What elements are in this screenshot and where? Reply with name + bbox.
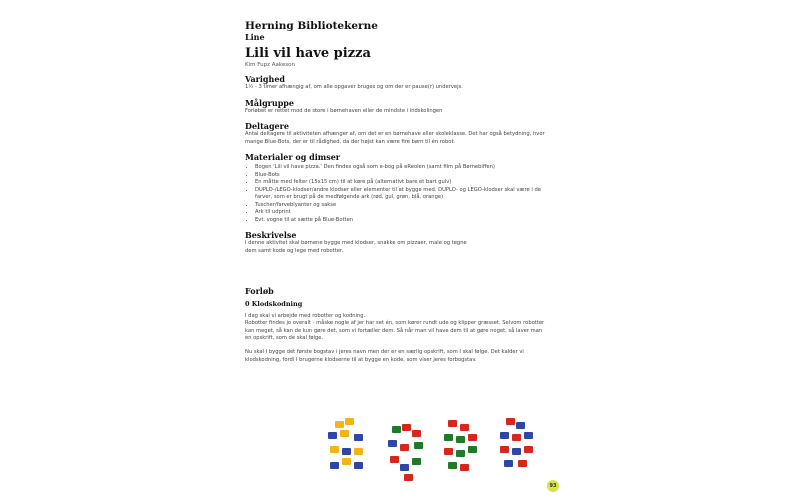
varighed-text: 1½ - 3 timer afhængig af, om alle opgaver bruges og om der er pause(r) undervejs.: [245, 84, 463, 90]
page-number: 93: [547, 480, 559, 492]
beskrivelse-text: I denne aktivitet skal børnene bygge med klodser, snakke om pizzaer, male og tegne dem samt kode og lege med robotter.: [245, 240, 467, 254]
varighed-heading: Varighed: [245, 74, 286, 84]
list-item: • Bogen 'Lili vil have pizza.' Den findes også som e-bog på eReolen (samt film på Børnebiffen): [255, 164, 545, 172]
beskrivelse-heading: Beskrivelse: [245, 230, 297, 241]
maalgruppe-text: Forløbet er rettet mod de store i børnehaven eller de mindste i indskolingen: [245, 107, 443, 114]
forloeb-p1: I dag skal vi arbejde med robotter og kodning.: [245, 312, 366, 319]
list-item: • DUPLO-/LEGO-klodser/andre klodser eller elementer til at bygge med. DUPLO- og LEGO-klodser skal være i de farver, som er brugt på de medfølgende ark (rød, gul, grøn, blå, orange): [255, 187, 545, 202]
forloeb-heading: Forløb: [245, 285, 274, 296]
forloeb-p2: Robotter findes jo overalt - måske nogle af jer har set én, som kører rundt ude og klipper græsset. Selvom robotter kan meget, så kan de kun gøre det, som vi fortæller dem. Så når man vil have dem til at gøre noget, så laver man en opskrift, som de skal følge.: [245, 320, 545, 342]
deltagere-heading: Deltagere: [245, 121, 289, 132]
brand-heading: Herning Bibliotekerne: [245, 20, 378, 32]
author: Kim Fupz Aakeson: [245, 62, 295, 68]
list-item: • En måtte med felter (15x15 cm) til at køre på (alternativt bare et bart gulv): [255, 179, 545, 187]
deltagere-text: Antal deltagere til aktiviteten afhænger af, om det er en børnehave eller skoleklasse. Det har også betydning, hvor mange Blue-Bots, der er til rådighed, da der højst kan være fire børn til én robot.: [245, 131, 545, 145]
list-item: • Evt. vogne til at sætte på Blue-Botten: [255, 217, 545, 225]
materialer-heading: Materialer og dimser: [245, 152, 341, 163]
forloeb-p3: Nu skal I bygge det første bogstav i jeres navn men der er en særlig opskrift, som I skal følge. Det kalder vi klodskodning, fordi I brugerne klodserne til at bygge en kode, som viser jeres forbogstav.: [245, 348, 524, 363]
materialer-list: [245, 164, 545, 224]
maalgruppe-heading: Målgruppe: [245, 97, 294, 108]
list-item: • Tuscher/farveblyanter og sakse: [255, 202, 545, 210]
subtitle: Line: [245, 32, 265, 42]
brick-letters-illustration: [320, 418, 540, 488]
list-item: • Blue-Bots: [255, 172, 545, 180]
list-item: • Ark til udprint: [255, 209, 545, 217]
content-column: [245, 20, 545, 364]
page-title: Lili vil have pizza: [245, 46, 371, 61]
forloeb-subheading: 0 Klodskodning: [245, 299, 303, 308]
